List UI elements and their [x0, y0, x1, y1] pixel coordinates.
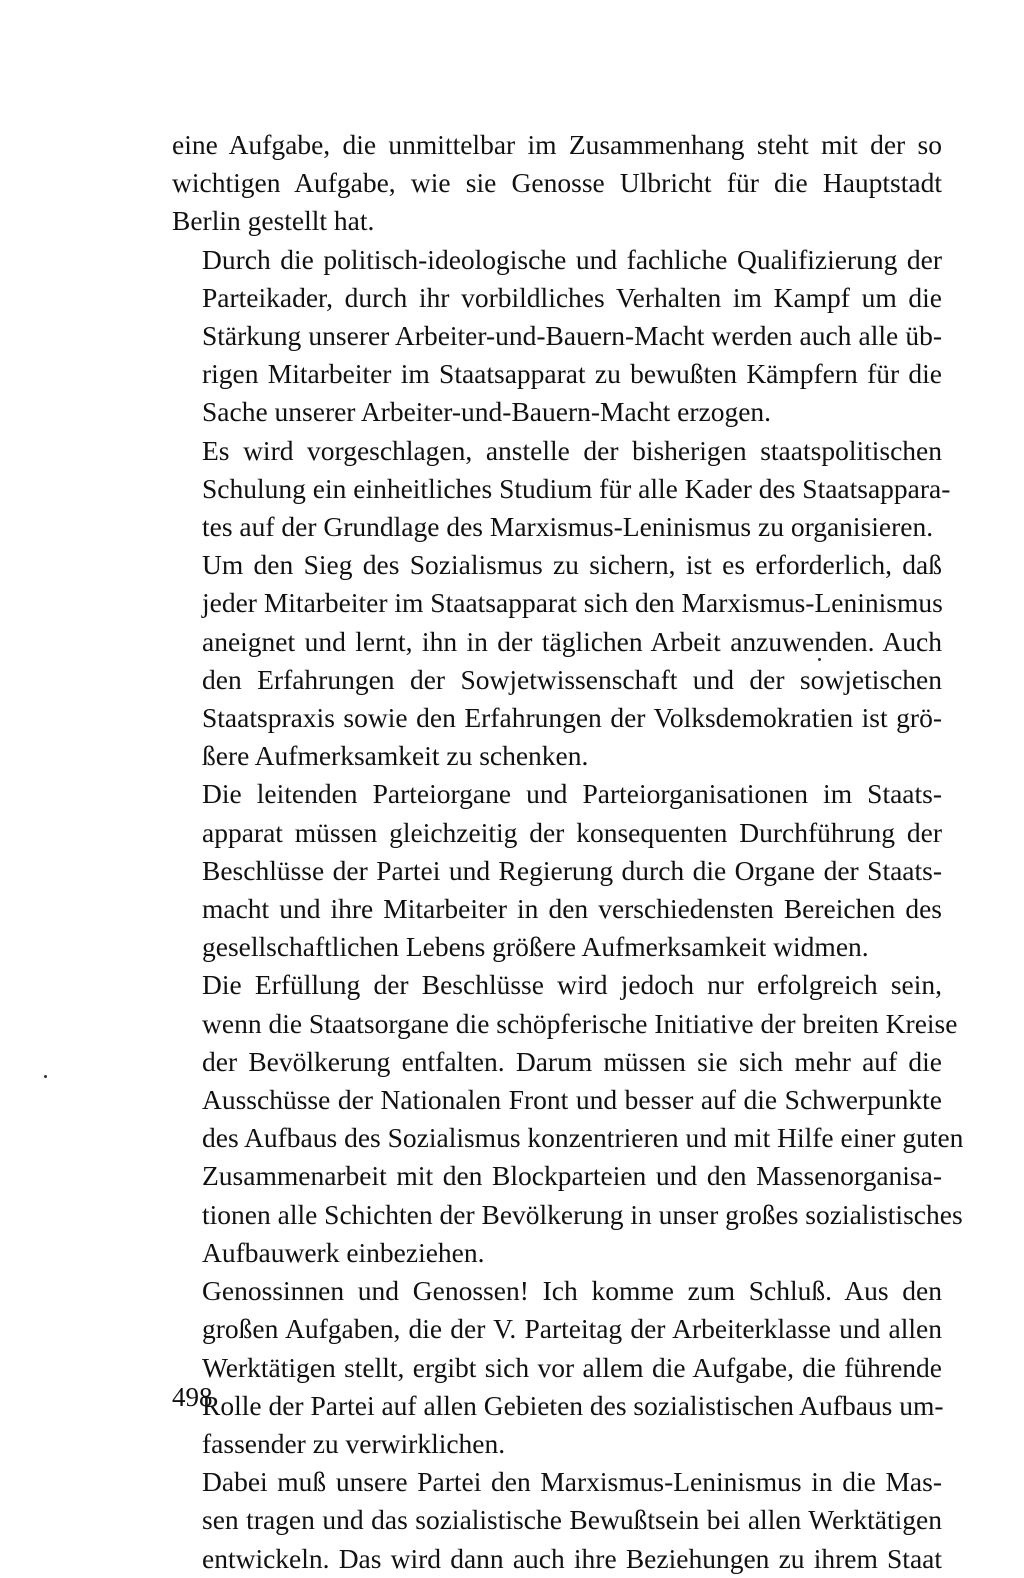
text-line: Ausschüsse der Nationalen Front und besser auf die Schwerpunkte	[202, 1084, 942, 1116]
text-line: jeder Mitarbeiter im Staatsapparat sich den Marxismus-Leninismus	[202, 587, 943, 619]
paragraph	[172, 775, 942, 966]
text-line: Durch die politisch-ideologische und fachliche Qualifizierung der	[202, 243, 942, 275]
text-line: gesellschaftlichen Lebens größere Aufmerksamkeit widmen.	[202, 931, 869, 963]
text-line: ßere Aufmerksamkeit zu schenken.	[202, 740, 589, 772]
page-number: 498	[172, 1382, 213, 1412]
text-line: Genossinnen und Genossen! Ich komme zum Schluß. Aus den	[202, 1275, 942, 1307]
text-line: aneignet und lernt, ihn in der täglichen Arbeit anzuwenden. Auch	[202, 625, 942, 657]
text-line: Die Erfüllung der Beschlüsse wird jedoch nur erfolgreich sein,	[202, 969, 942, 1001]
paragraph	[172, 1272, 942, 1463]
text-line: der Bevölkerung entfalten. Darum müssen sie sich mehr auf die	[202, 1045, 942, 1077]
text-line: Stärkung unserer Arbeiter-und-Bauern-Macht werden auch alle üb-	[202, 320, 942, 352]
text-line: fassender zu verwirklichen.	[202, 1427, 506, 1459]
text-line: Schulung ein einheitliches Studium für alle Kader des Staatsappara-	[202, 472, 951, 504]
text-line: Sache unserer Arbeiter-und-Bauern-Macht erzogen.	[202, 396, 772, 428]
text-line: entwickeln. Das wird dann auch ihre Beziehungen zu ihrem Staat	[202, 1542, 942, 1574]
text-line: sen tragen und das sozialistische Bewußtsein bei allen Werktätigen	[202, 1504, 942, 1536]
text-line: Dabei muß unsere Partei den Marxismus-Leninismus in die Mas-	[202, 1466, 942, 1498]
paragraph	[172, 966, 964, 1272]
paragraph	[172, 126, 942, 241]
text-line: tionen alle Schichten der Bevölkerung in unser großes sozialistisches	[202, 1198, 963, 1230]
body-text	[172, 126, 964, 1578]
text-line: wichtigen Aufgabe, wie sie Genosse Ulbricht für die Hauptstadt	[172, 167, 942, 199]
text-line: Um den Sieg des Sozialismus zu sichern, ist es erforderlich, daß	[202, 549, 942, 581]
text-line: Beschlüsse der Partei und Regierung durch die Organe der Staats-	[202, 854, 942, 886]
text-line: wenn die Staatsorgane die schöpferische Initiative der breiten Kreise	[202, 1007, 958, 1039]
text-line: macht und ihre Mitarbeiter in den verschiedensten Bereichen des	[202, 893, 942, 925]
text-line: den Erfahrungen der Sowjetwissenschaft und der sowjetischen	[202, 663, 942, 695]
text-line: Zusammenarbeit mit den Blockparteien und den Massenorganisa-	[202, 1160, 942, 1192]
text-line: Werktätigen stellt, ergibt sich vor allem die Aufgabe, die führende	[202, 1351, 942, 1383]
text-line: des Aufbaus des Sozialismus konzentrieren und mit Hilfe einer guten	[202, 1122, 964, 1154]
text-line: Es wird vorgeschlagen, anstelle der bisherigen staatspolitischen	[202, 434, 942, 466]
print-speck	[818, 658, 821, 661]
text-line: Berlin gestellt hat.	[172, 205, 375, 237]
text-line: Aufbauwerk einbeziehen.	[202, 1236, 485, 1268]
print-speck	[44, 1075, 47, 1078]
text-line: apparat müssen gleichzeitig der konsequenten Durchführung der	[202, 816, 942, 848]
text-line: Staatspraxis sowie den Erfahrungen der Volksdemokratien ist grö-	[202, 702, 942, 734]
text-line: Die leitenden Parteiorgane und Parteiorganisationen im Staats-	[202, 778, 942, 810]
text-line: Rolle der Partei auf allen Gebieten des sozialistischen Aufbaus um-	[202, 1389, 944, 1421]
paragraph	[172, 432, 951, 547]
text-line: rigen Mitarbeiter im Staatsapparat zu bewußten Kämpfern für die	[202, 358, 942, 390]
paragraph	[172, 546, 942, 775]
text-line: tes auf der Grundlage des Marxismus-Leninismus zu organisieren.	[202, 511, 934, 543]
text-line: großen Aufgaben, die der V. Parteitag der Arbeiterklasse und allen	[202, 1313, 942, 1345]
text-line: eine Aufgabe, die unmittelbar im Zusammenhang steht mit der so	[172, 129, 942, 160]
paragraph	[172, 1463, 942, 1578]
paragraph	[172, 241, 942, 432]
text-line: Parteikader, durch ihr vorbildliches Verhalten im Kampf um die	[202, 281, 942, 313]
